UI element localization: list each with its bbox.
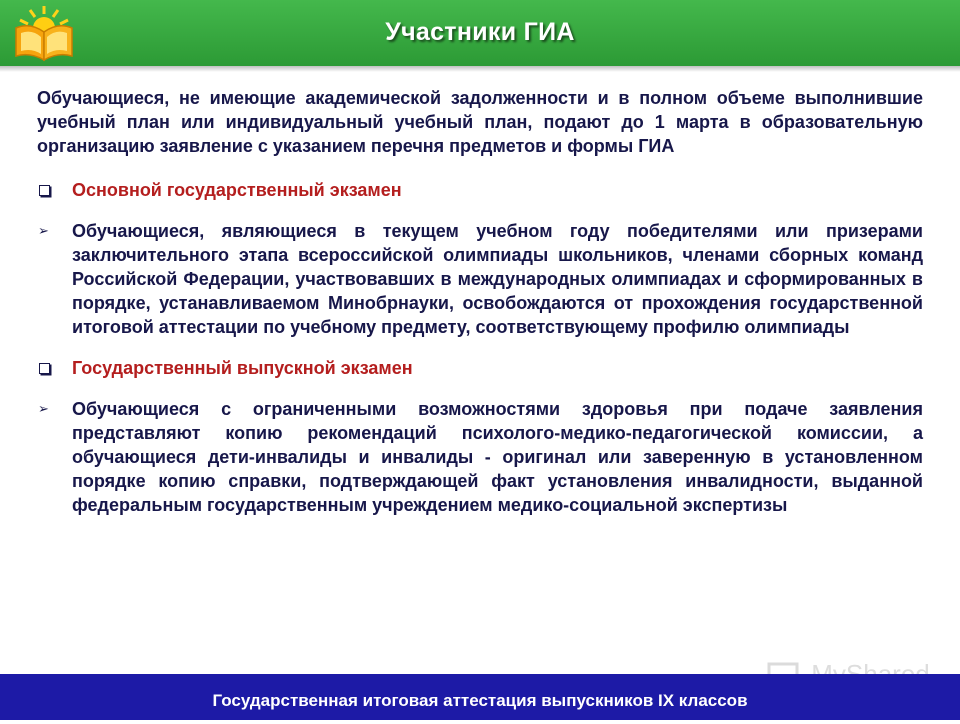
section-heading-label: Государственный выпускной экзамен	[72, 358, 413, 378]
section-heading-gve	[37, 356, 923, 380]
section-heading-label: Основной государственный экзамен	[72, 180, 402, 200]
intro-paragraph: Обучающиеся, не имеющие академической задолженности и в полном объеме выполнившие учебный план или индивидуальный учебный план, подают до 1 марта в образовательную организацию заявление с указанием перечня предметов и формы ГИА	[37, 88, 923, 156]
section-heading-oge	[37, 178, 923, 202]
checkbox-bullet-icon	[39, 363, 50, 374]
slide-content	[37, 86, 923, 517]
arrow-bullet-icon: ➢	[38, 401, 49, 416]
header-bar	[0, 0, 960, 66]
footer-text: Государственная итоговая аттестация выпускников IX классов	[212, 691, 748, 710]
header-shadow	[0, 66, 960, 72]
section-text-label: Обучающиеся с ограниченными возможностями здоровья при подаче заявления представляют копию рекомендаций психолого-медико-педагогической комиссии, а обучающиеся дети-инвалиды и инвалиды - оригинал или заверенную в установленном порядке копию справки, подтверждающей факт установления инвалидности, выданной федеральным государственным учреждением медико-социальной экспертизы	[72, 399, 923, 515]
footer-bar	[0, 674, 960, 720]
section-text-oge	[37, 219, 923, 339]
checkbox-bullet-icon	[39, 185, 50, 196]
arrow-bullet-icon: ➢	[38, 223, 49, 238]
section-text-label: Обучающиеся, являющиеся в текущем учебном году победителями или призерами заключительного этапа всероссийской олимпиады школьников, членами сборных команд Российской Федерации, участвовавших в международных олимпиадах и сформированных в порядке, устанавливаемом Минобрнауки, освобождаются от прохождения государственной итоговой аттестации по учебному предмету, соответствующему профилю олимпиады	[72, 221, 923, 337]
section-text-gve	[37, 397, 923, 517]
page-title: Участники ГИА	[385, 18, 575, 46]
